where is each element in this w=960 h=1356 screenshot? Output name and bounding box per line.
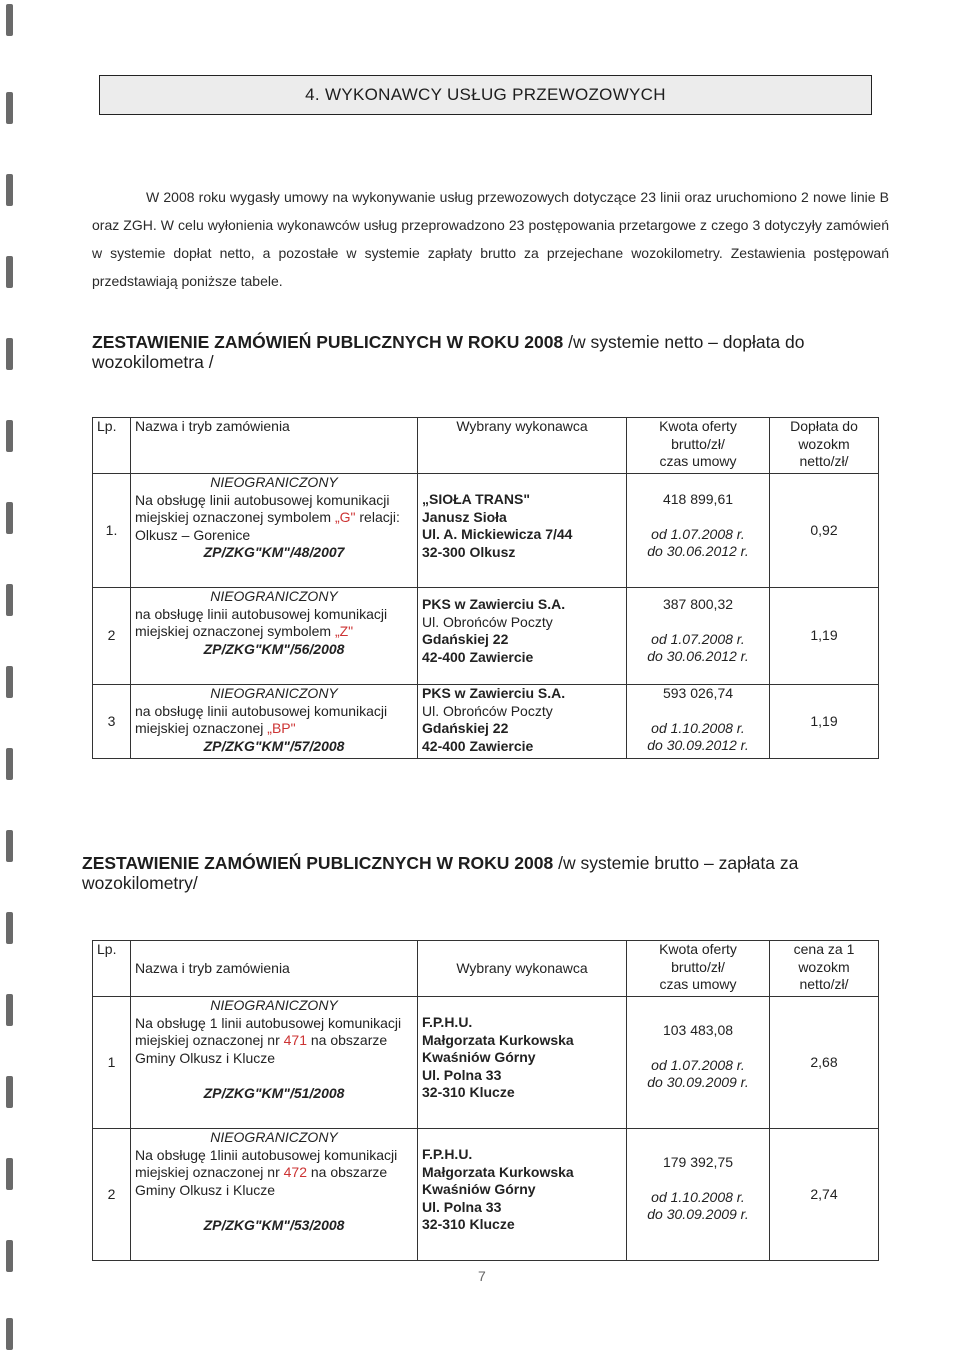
row-contractor-address: Gdańskiej 22 42-400 Zawiercie <box>422 720 534 754</box>
header-offer: Kwota oferty brutto/zł/ czas umowy <box>627 941 770 997</box>
row-order <box>131 474 418 588</box>
row-date-to: do 30.09.2012 r. <box>647 737 749 753</box>
row-date-to: do 30.06.2012 r. <box>647 543 749 559</box>
row-mode: NIEOGRANICZONY <box>210 685 338 701</box>
header-name: Nazwa i tryb zamówienia <box>131 418 418 474</box>
header-lp: Lp. <box>93 418 131 474</box>
table-row <box>93 588 879 685</box>
row-offer <box>627 685 770 759</box>
row-order <box>131 588 418 685</box>
row-order <box>131 1129 418 1261</box>
row-reference: ZP/ZKG"KM"/51/2008 <box>203 1085 345 1101</box>
row-offer <box>627 997 770 1129</box>
row-date-to: do 30.09.2009 r. <box>647 1074 749 1090</box>
row-lp: 2 <box>93 588 131 685</box>
row-reference: ZP/ZKG"KM"/48/2007 <box>203 544 345 560</box>
row-offer <box>627 474 770 588</box>
table2-title <box>82 853 882 893</box>
table-netto <box>92 417 879 759</box>
row-reference: ZP/ZKG"KM"/57/2008 <box>203 737 345 754</box>
row-description <box>135 1015 413 1068</box>
intro-paragraph <box>92 183 889 295</box>
row-subsidy: 1,19 <box>770 588 879 685</box>
row-subsidy: 0,92 <box>770 474 879 588</box>
row-mode: NIEOGRANICZONY <box>210 1129 338 1145</box>
row-desc-text: na obsługę linii autobusowej komunikacji miejskiej oznaczonej <box>135 702 388 736</box>
row-offer <box>627 588 770 685</box>
row-date-from: od 1.07.2008 r. <box>651 525 745 542</box>
table-row <box>93 997 879 1129</box>
row-contractor-name: „SIOŁA TRANS" Janusz Sioła Ul. A. Mickiewicza 7/44 32-300 Olkusz <box>422 491 573 560</box>
row-amount: 179 392,75 <box>662 1154 734 1170</box>
row-date-from: od 1.07.2008 r. <box>651 630 745 647</box>
row-description <box>135 703 413 738</box>
row-desc-text: na obsługę linii autobusowej komunikacji miejskiej oznaczonej symbolem <box>135 605 388 639</box>
table2-header-row <box>93 941 879 997</box>
row-contractor <box>418 1129 627 1261</box>
row-desc-text-end: relacji: Olkusz – Gorenice <box>135 509 400 543</box>
row-contractor <box>418 997 627 1129</box>
row-contractor-name: F.P.H.U. Małgorzata Kurkowska Kwaśniów Górny Ul. Polna 33 32-310 Klucze <box>422 1014 574 1100</box>
page-number: 7 <box>478 1268 486 1284</box>
row-order <box>131 997 418 1129</box>
row-lp: 2 <box>93 1129 131 1261</box>
header-contractor: Wybrany wykonawca <box>418 941 627 997</box>
row-lp: 3 <box>93 685 131 759</box>
row-amount: 593 026,74 <box>662 685 734 701</box>
header-lp: Lp. <box>93 941 131 997</box>
row-subsidy: 1,19 <box>770 685 879 759</box>
row-desc-text: Na obsługę 1linii autobusowej komunikacji miejskiej oznaczonej nr <box>135 1146 398 1180</box>
row-date-from: od 1.10.2008 r. <box>651 1188 745 1205</box>
row-contractor <box>418 685 627 759</box>
table-row <box>93 474 879 588</box>
row-amount: 418 899,61 <box>662 491 734 507</box>
row-line-symbol: „Z" <box>334 623 354 639</box>
row-contractor-name: PKS w Zawierciu S.A. <box>422 596 566 612</box>
row-date-from: od 1.10.2008 r. <box>651 719 745 736</box>
row-lp: 1. <box>93 474 131 588</box>
section-heading: 4. WYKONAWCY USŁUG PRZEWOZOWYCH <box>99 75 872 115</box>
row-price: 2,68 <box>770 997 879 1129</box>
header-subsidy: Dopłata do wozokm netto/zł/ <box>770 418 879 474</box>
header-contractor: Wybrany wykonawca <box>418 418 627 474</box>
row-order <box>131 685 418 759</box>
row-line-number: 471 <box>283 1032 307 1048</box>
table1-title-rest: /w systemie netto – dopłata do wozokilometra / <box>92 332 805 372</box>
row-description <box>135 1147 413 1200</box>
row-mode: NIEOGRANICZONY <box>210 997 338 1013</box>
row-description <box>135 606 413 641</box>
table2-title-rest: /w systemie brutto – zapłata za wozokilometry/ <box>82 853 799 893</box>
header-price: cena za 1 wozokm netto/zł/ <box>770 941 879 997</box>
row-reference: ZP/ZKG"KM"/56/2008 <box>203 640 345 657</box>
row-amount: 103 483,08 <box>662 1022 734 1038</box>
row-reference: ZP/ZKG"KM"/53/2008 <box>203 1217 345 1233</box>
table-row <box>93 1129 879 1261</box>
header-offer: Kwota oferty brutto/zł/ czas umowy <box>627 418 770 474</box>
row-desc-text: Na obsługę 1 linii autobusowej komunikacji miejskiej oznaczonej nr <box>135 1014 402 1048</box>
table-brutto <box>92 940 879 1261</box>
row-contractor-name: F.P.H.U. Małgorzata Kurkowska Kwaśniów Górny Ul. Polna 33 32-310 Klucze <box>422 1146 574 1232</box>
row-description <box>135 492 413 545</box>
intro-text: W 2008 roku wygasły umowy na wykonywanie usług przewozowych dotyczące 23 linii oraz uruchomiono 2 nowe linie B oraz ZGH. W celu wyłonienia wykonawców usług przeprowadzono 23 postępowania przetargowe z czego 3 dotyczyły zamówień w systemie dopłat netto, a pozostałe w systemie zapłaty brutto za przejechane wozokilometry. Zestawienia postępowań przedstawiają poniższe tabele. <box>92 189 889 289</box>
table2-title-main: ZESTAWIENIE ZAMÓWIEŃ PUBLICZNYCH W ROKU 2008 <box>82 853 554 873</box>
table1-title-main: ZESTAWIENIE ZAMÓWIEŃ PUBLICZNYCH W ROKU 2008 <box>92 332 564 352</box>
row-contractor <box>418 474 627 588</box>
row-offer <box>627 1129 770 1261</box>
row-lp: 1 <box>93 997 131 1129</box>
row-contractor <box>418 588 627 685</box>
table1-header-row <box>93 418 879 474</box>
table-row <box>93 685 879 759</box>
row-amount: 387 800,32 <box>662 596 734 612</box>
row-price: 2,74 <box>770 1129 879 1261</box>
row-mode: NIEOGRANICZONY <box>210 588 338 604</box>
row-contractor-street: Ul. Obrońców Poczty <box>422 702 553 719</box>
row-line-symbol: „G" <box>334 509 356 525</box>
header-name: Nazwa i tryb zamówienia <box>131 941 418 997</box>
row-line-number: 472 <box>283 1164 307 1180</box>
row-contractor-name: PKS w Zawierciu S.A. <box>422 685 566 701</box>
row-contractor-address: Gdańskiej 22 42-400 Zawiercie <box>422 631 534 665</box>
table1-title <box>92 332 882 372</box>
binding-edge-marks <box>6 0 16 1356</box>
row-desc-text: Na obsługę linii autobusowej komunikacji miejskiej oznaczonej symbolem <box>135 491 390 525</box>
row-mode: NIEOGRANICZONY <box>210 474 338 490</box>
row-desc-text-end: na obszarze Gminy Olkusz i Klucze <box>135 1164 388 1198</box>
row-desc-text-end: na obszarze Gminy Olkusz i Klucze <box>135 1032 388 1066</box>
row-line-symbol: „BP" <box>267 720 296 736</box>
row-date-from: od 1.07.2008 r. <box>651 1056 745 1073</box>
row-date-to: do 30.06.2012 r. <box>647 648 749 664</box>
row-date-to: do 30.09.2009 r. <box>647 1206 749 1222</box>
row-contractor-street: Ul. Obrońców Poczty <box>422 613 553 630</box>
